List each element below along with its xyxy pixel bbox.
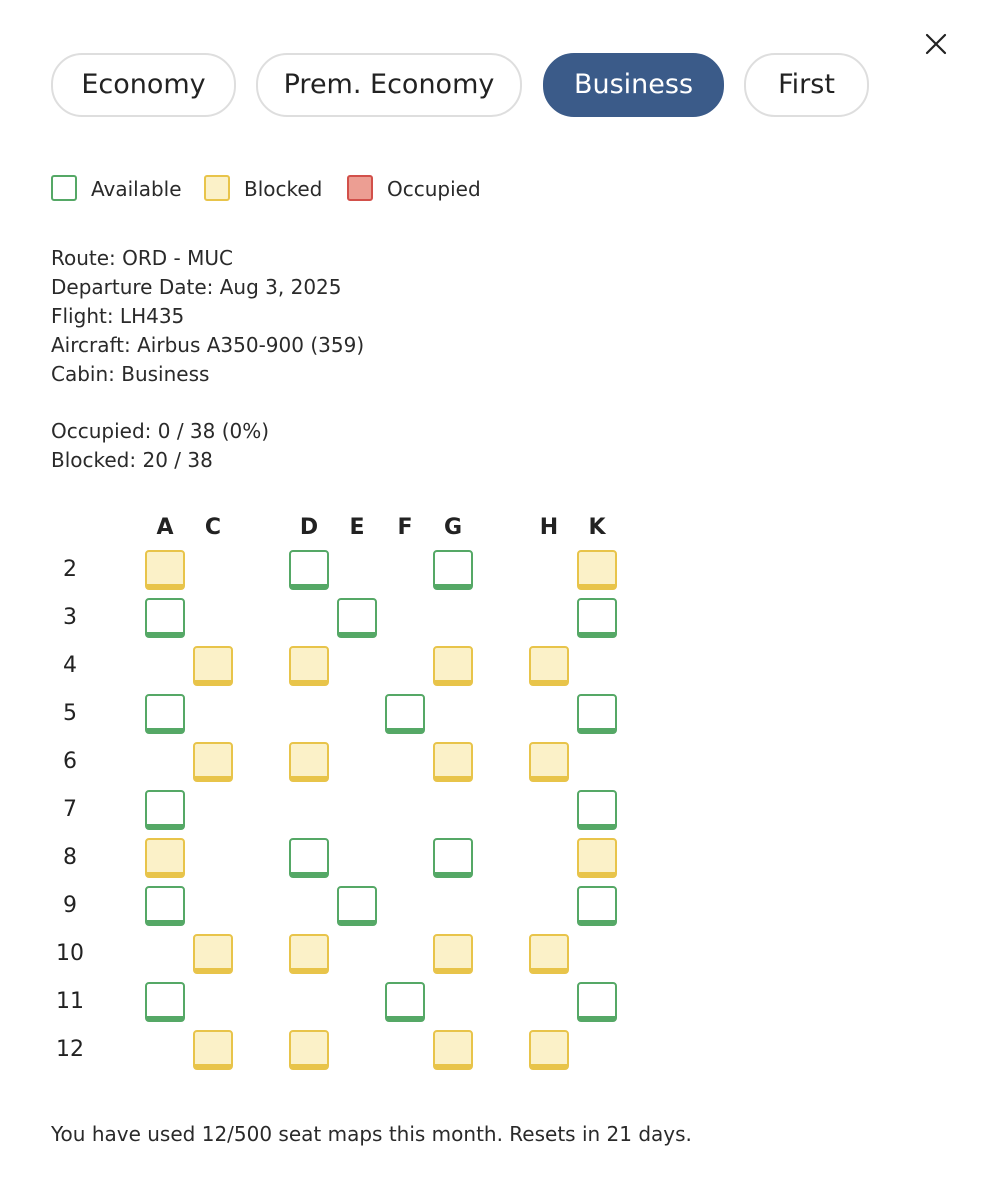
column-header-e: E — [349, 515, 365, 540]
row-label-3: 3 — [63, 605, 77, 630]
close-button[interactable] — [918, 26, 954, 62]
seat-3a[interactable] — [145, 598, 185, 638]
tab-business[interactable]: Business — [543, 53, 724, 117]
seat-10d[interactable] — [289, 934, 329, 974]
seat-12c[interactable] — [193, 1030, 233, 1070]
aircraft-text: Aircraft: Airbus A350-900 (359) — [51, 333, 365, 357]
legend-available-swatch — [51, 175, 77, 201]
route-text: Route: ORD - MUC — [51, 246, 233, 270]
seat-11k[interactable] — [577, 982, 617, 1022]
seat-2a[interactable] — [145, 550, 185, 590]
seat-5f[interactable] — [385, 694, 425, 734]
seat-7a[interactable] — [145, 790, 185, 830]
row-label-7: 7 — [63, 797, 77, 822]
seat-4g[interactable] — [433, 646, 473, 686]
seat-12g[interactable] — [433, 1030, 473, 1070]
seat-8d[interactable] — [289, 838, 329, 878]
seat-6h[interactable] — [529, 742, 569, 782]
seat-6c[interactable] — [193, 742, 233, 782]
column-header-a: A — [156, 515, 174, 540]
column-header-g: G — [443, 515, 463, 540]
legend-available-label: Available — [91, 177, 182, 201]
seat-3e[interactable] — [337, 598, 377, 638]
row-label-11: 11 — [56, 989, 84, 1014]
legend-occupied-swatch — [347, 175, 373, 201]
row-label-4: 4 — [63, 653, 77, 678]
column-header-d: D — [299, 515, 319, 540]
seat-2k[interactable] — [577, 550, 617, 590]
seat-6g[interactable] — [433, 742, 473, 782]
seat-10h[interactable] — [529, 934, 569, 974]
seat-8k[interactable] — [577, 838, 617, 878]
column-header-f: F — [397, 515, 413, 540]
departure-date-text: Departure Date: Aug 3, 2025 — [51, 275, 342, 299]
seat-12h[interactable] — [529, 1030, 569, 1070]
seat-4c[interactable] — [193, 646, 233, 686]
blocked-stat: Blocked: 20 / 38 — [51, 448, 213, 472]
seat-10c[interactable] — [193, 934, 233, 974]
row-label-9: 9 — [63, 893, 77, 918]
row-label-5: 5 — [63, 701, 77, 726]
tab-first[interactable]: First — [744, 53, 869, 117]
column-header-k: K — [588, 515, 606, 540]
seat-8a[interactable] — [145, 838, 185, 878]
seat-stats — [51, 417, 269, 475]
occupied-stat: Occupied: 0 / 38 (0%) — [51, 419, 270, 443]
seat-2g[interactable] — [433, 550, 473, 590]
row-label-10: 10 — [56, 941, 84, 966]
seat-4d[interactable] — [289, 646, 329, 686]
close-icon — [918, 26, 954, 62]
flight-info — [51, 244, 364, 389]
tab-prem-economy[interactable]: Prem. Economy — [256, 53, 522, 117]
legend-occupied-label: Occupied — [387, 177, 481, 201]
legend-blocked-swatch — [204, 175, 230, 201]
usage-footer: You have used 12/500 seat maps this month. Resets in 21 days. — [51, 1122, 692, 1146]
seat-5a[interactable] — [145, 694, 185, 734]
seat-7k[interactable] — [577, 790, 617, 830]
row-label-2: 2 — [63, 557, 77, 582]
column-header-h: H — [539, 515, 559, 540]
seat-4h[interactable] — [529, 646, 569, 686]
row-label-12: 12 — [56, 1037, 84, 1062]
seat-5k[interactable] — [577, 694, 617, 734]
legend-blocked-label: Blocked — [244, 177, 323, 201]
seat-9e[interactable] — [337, 886, 377, 926]
cabin-text: Cabin: Business — [51, 362, 210, 386]
seat-12d[interactable] — [289, 1030, 329, 1070]
row-label-6: 6 — [63, 749, 77, 774]
seat-2d[interactable] — [289, 550, 329, 590]
seat-11f[interactable] — [385, 982, 425, 1022]
column-header-c: C — [204, 515, 222, 540]
flight-text: Flight: LH435 — [51, 304, 185, 328]
seat-6d[interactable] — [289, 742, 329, 782]
seat-9a[interactable] — [145, 886, 185, 926]
seat-map — [0, 505, 988, 1085]
row-label-8: 8 — [63, 845, 77, 870]
seat-8g[interactable] — [433, 838, 473, 878]
seat-10g[interactable] — [433, 934, 473, 974]
seat-11a[interactable] — [145, 982, 185, 1022]
tab-economy[interactable]: Economy — [51, 53, 236, 117]
seat-9k[interactable] — [577, 886, 617, 926]
seat-3k[interactable] — [577, 598, 617, 638]
